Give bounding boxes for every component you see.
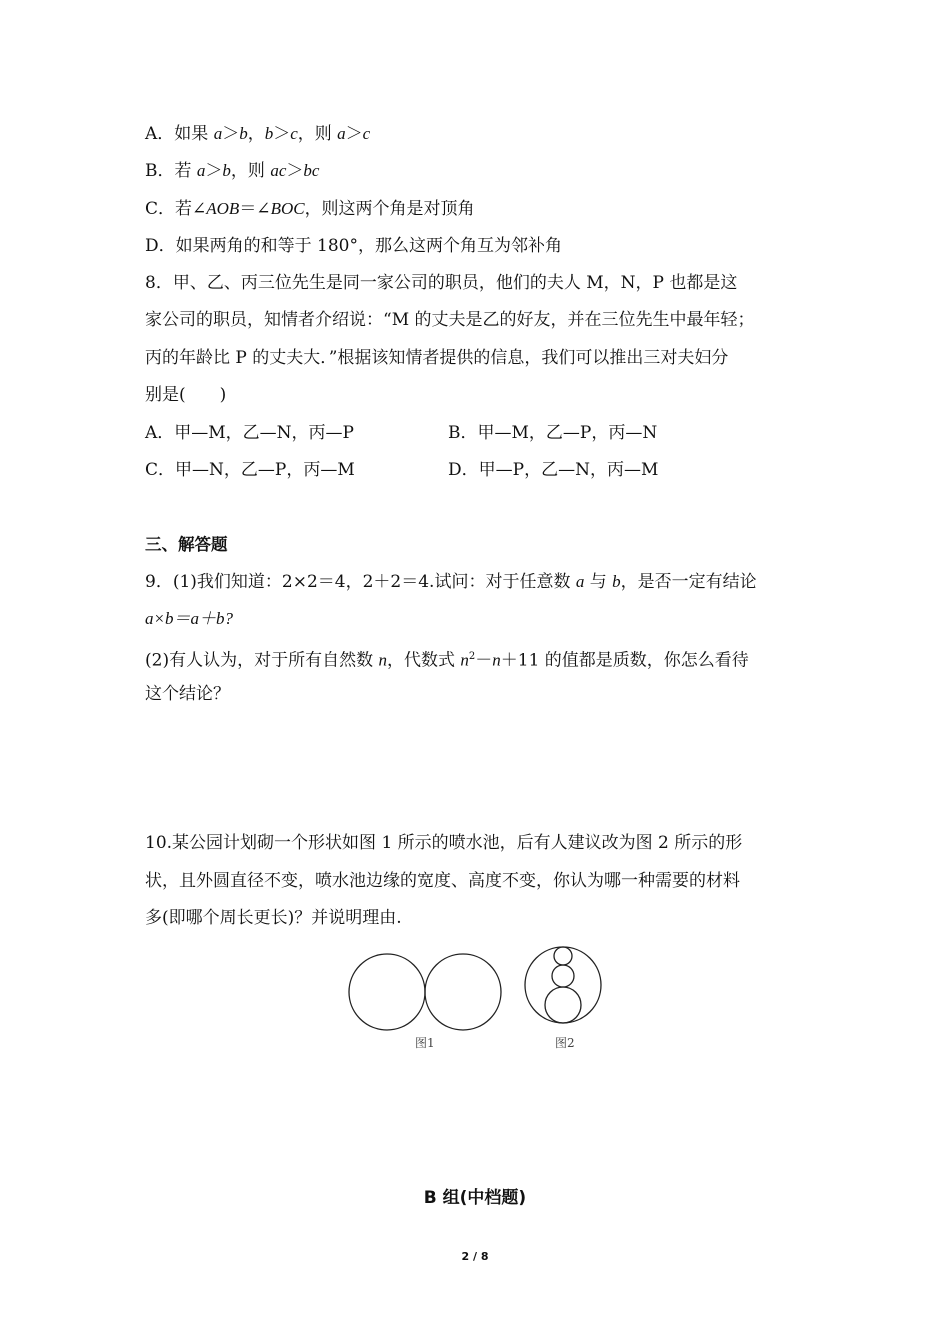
figure-2-outer-circle: [525, 947, 601, 1023]
q8-option-b: B．甲—M，乙—P，丙—N: [448, 423, 658, 443]
q10-line-3: 多(即哪个周长更长)？并说明理由.: [145, 908, 402, 928]
q9-line-1: [145, 570, 757, 594]
symbol: ＞: [286, 161, 304, 181]
symbol: ＞: [345, 124, 363, 144]
q8-text-line-1: 8．甲、乙、丙三位先生是同一家公司的职员，他们的夫人 M，N，P 也都是这: [145, 273, 738, 293]
q7-c-label: C．若∠: [145, 199, 207, 219]
var: b: [222, 161, 231, 180]
q10-line-2: 状，且外圆直径不变，喷水池边缘的宽度、高度不变，你认为哪一种需要的材料: [145, 871, 740, 891]
figure-2-medium-circle: [552, 965, 574, 987]
q8-option-a: A．甲—M，乙—N，丙—P: [145, 423, 354, 443]
page-number: 2 / 8: [461, 1250, 489, 1263]
var: bc: [303, 161, 320, 180]
symbol: ＝∠: [239, 199, 271, 219]
var: ac: [270, 161, 287, 180]
q9-line-3: [145, 645, 749, 673]
q7-option-b: [145, 159, 319, 183]
symbol: ＞: [222, 124, 240, 144]
var: BOC: [270, 199, 305, 218]
q9-line-4: 这个结论？: [145, 684, 230, 704]
q8-text-line-2: 家公司的职员，知情者介绍说：“M 的丈夫是乙的好友，并在三位先生中最年轻；: [145, 310, 755, 330]
var: n: [492, 650, 501, 670]
section-b-heading: B 组(中档题): [423, 1188, 527, 1208]
var: a: [196, 161, 206, 180]
text: ，是否一定有结论: [620, 572, 757, 592]
figure-1-circle-right: [425, 954, 501, 1030]
q8-option-c: C．甲—N，乙—P，丙—M: [145, 460, 355, 480]
var: a: [213, 124, 223, 143]
var: n: [378, 650, 387, 670]
var: n: [460, 650, 469, 670]
figure-2-small-circle: [554, 947, 572, 965]
symbol: ＞: [205, 161, 223, 181]
q7-option-c: [145, 197, 475, 221]
q8-option-d: D．甲—P，乙—N，丙—M: [448, 460, 659, 480]
text: (2)有人认为，对于所有自然数: [145, 650, 379, 671]
q7-option-d: D．如果两角的和等于 180°，那么这两个角互为邻补角: [145, 236, 562, 256]
section-heading: 三、解答题: [145, 535, 228, 554]
q8-text-line-4: 别是( ): [145, 385, 227, 405]
q7-option-a: [145, 122, 370, 146]
text: 与: [584, 572, 613, 592]
var: b: [612, 572, 621, 591]
symbol: ＞: [273, 124, 291, 144]
text: ＋11 的值都是质数，你怎么看待: [500, 650, 749, 671]
figure-2-large-inner-circle: [545, 987, 581, 1023]
text: 9．(1)我们知道：2×2＝4，2＋2＝4.试问：对于任意数: [145, 572, 576, 592]
symbol: ，: [247, 124, 265, 144]
q7-a-label: A．如果: [145, 124, 214, 144]
q10-line-1: 10.某公园计划砌一个形状如图 1 所示的喷水池，后有人建议改为图 2 所示的形: [145, 833, 743, 853]
var: c: [290, 124, 298, 143]
exponent: 2: [468, 651, 476, 662]
text: ，代数式: [386, 650, 461, 671]
figure-1-caption: 图1: [415, 1036, 435, 1050]
var: a: [337, 124, 346, 143]
q8-text-line-3: 丙的年龄比 P 的丈夫大．”根据该知情者提供的信息，我们可以推出三对夫妇分: [145, 348, 729, 368]
q7-b-label: B．若: [145, 161, 197, 181]
figure-1-circle-left: [349, 954, 425, 1030]
var: b: [264, 124, 274, 143]
figure-2-caption: 图2: [555, 1036, 575, 1050]
symbol: －: [475, 650, 493, 671]
figure-2-nested-circles: [520, 942, 606, 1028]
var: b: [239, 124, 248, 143]
text: ，则: [230, 161, 271, 181]
var: AOB: [206, 199, 240, 218]
text: ，则: [297, 124, 338, 144]
text: ，则这两个角是对顶角: [304, 199, 475, 219]
q9-line-2: a×b＝a＋b?: [145, 609, 233, 628]
var: c: [362, 124, 371, 143]
var: a: [575, 572, 585, 591]
figure-1-two-circles: [340, 948, 510, 1038]
